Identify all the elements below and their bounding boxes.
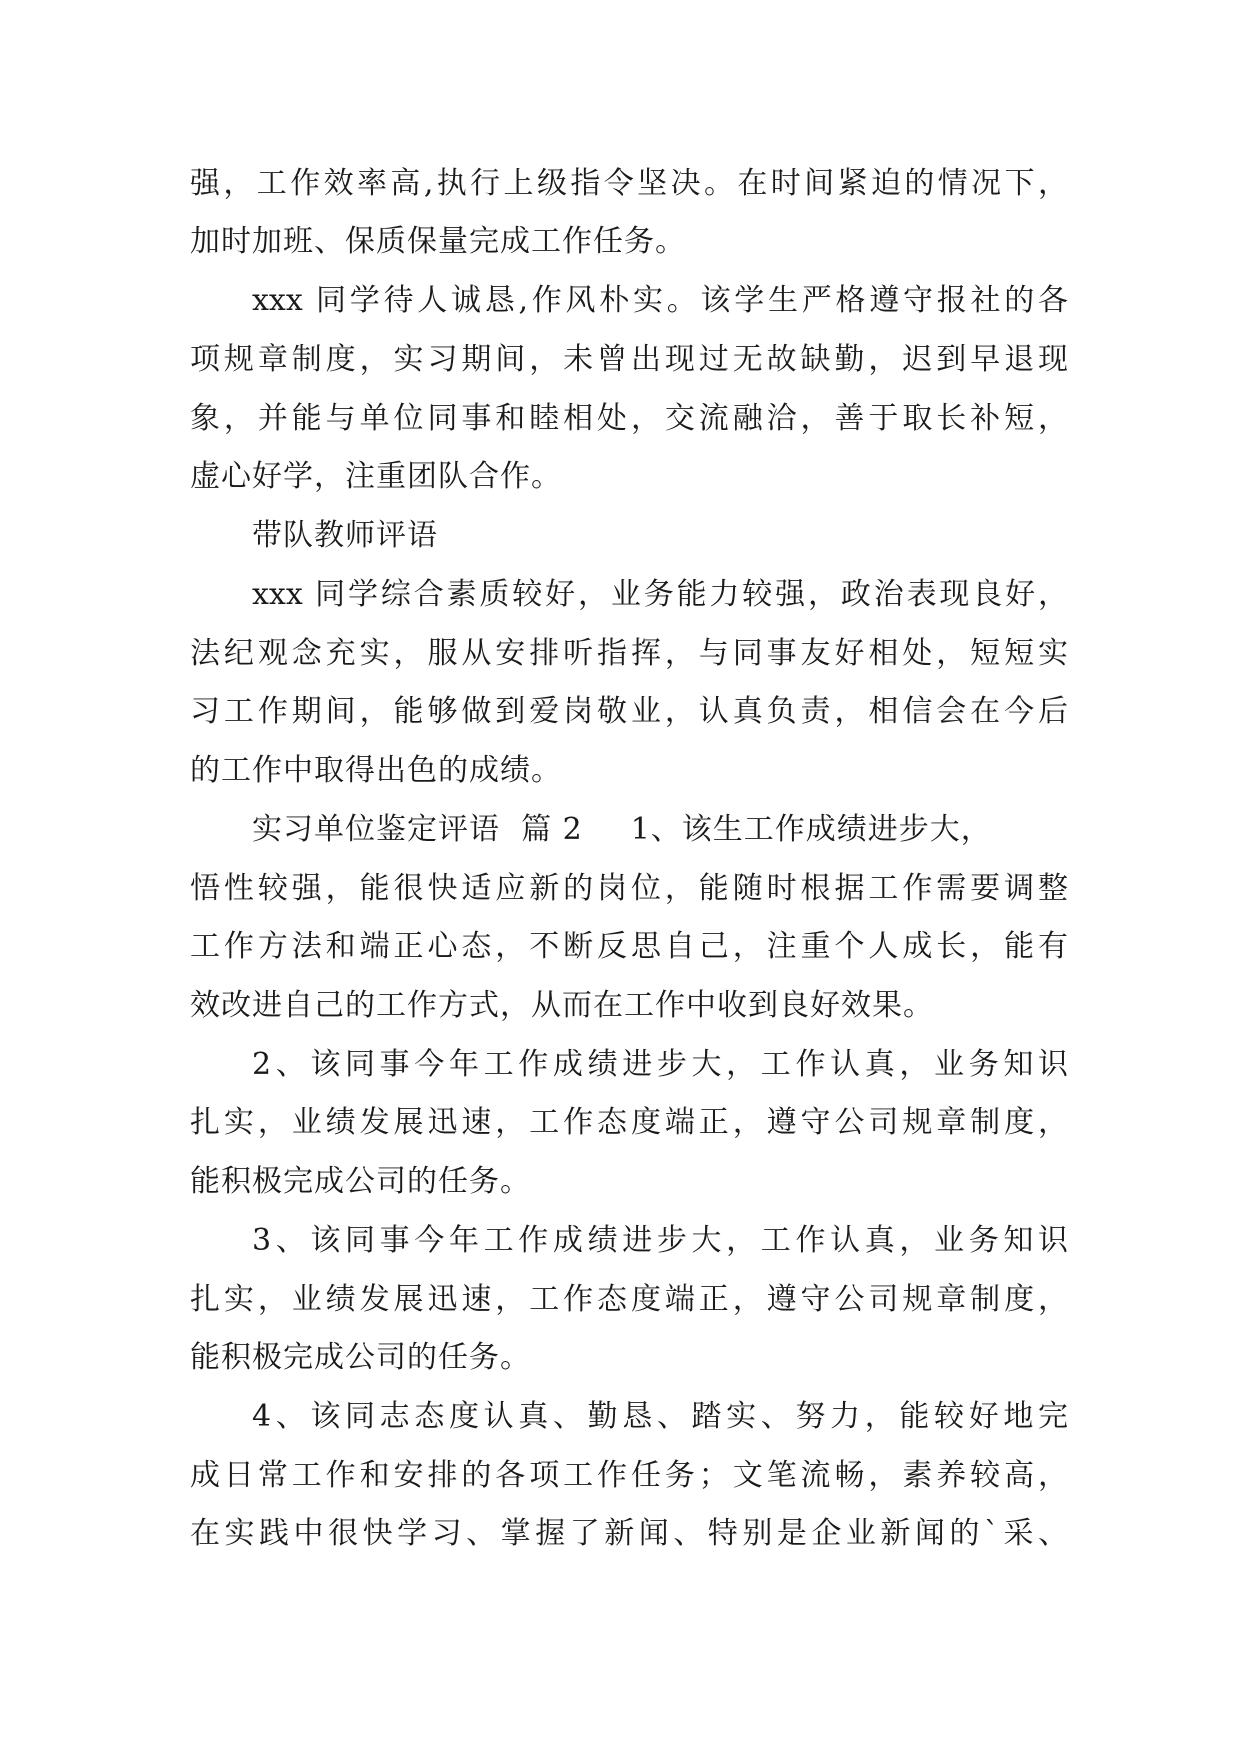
body-text-fragment: 1、该生工作成绩进步大，: [630, 812, 992, 847]
body-text-line: 的工作中取得出色的成绩。: [190, 753, 562, 788]
body-text-line: 象，并能与单位同事和睦相处，交流融洽，善于取长补短，: [190, 401, 1068, 436]
body-text-line: xxx 同学综合素质较好，业务能力较强，政治表现良好，: [252, 577, 1068, 612]
body-text-line: 能积极完成公司的任务。: [190, 1164, 531, 1199]
body-text-line: 扎实，业绩发展迅速，工作态度端正，遵守公司规章制度，: [190, 1105, 1068, 1140]
body-text-line: 强，工作效率高,执行上级指令坚决。在时间紧迫的情况下，: [190, 166, 1068, 201]
section-number: 篇 2: [521, 812, 583, 847]
body-text-line: 扎实，业绩发展迅速，工作态度端正，遵守公司规章制度，: [190, 1282, 1068, 1317]
body-text-line: 项规章制度，实习期间，未曾出现过无故缺勤，迟到早退现: [190, 342, 1068, 377]
section-heading-line: [252, 810, 992, 850]
body-text-line: 习工作期间，能够做到爱岗敬业，认真负责，相信会在今后: [190, 694, 1068, 729]
body-text-line: 在实践中很快学习、掌握了新闻、特别是企业新闻的`采、: [190, 1516, 1068, 1551]
body-text-line: 法纪观念充实，服从安排听指挥，与同事友好相处，短短实: [190, 636, 1068, 671]
section-heading-teacher-comment: 带队教师评语: [252, 518, 438, 553]
body-text-line: 虚心好学，注重团队合作。: [190, 459, 562, 494]
body-text-line: 悟性较强，能很快适应新的岗位，能随时根据工作需要调整: [190, 871, 1068, 906]
body-text-line: 工作方法和端正心态，不断反思自己，注重个人成长，能有: [190, 929, 1068, 964]
body-text-line: 3、该同事今年工作成绩进步大，工作认真，业务知识: [252, 1223, 1068, 1258]
body-text-line: xxx 同学待人诚恳,作风朴实。该学生严格遵守报社的各: [252, 283, 1068, 318]
body-text-line: 能积极完成公司的任务。: [190, 1340, 531, 1375]
body-text-line: 加时加班、保质保量完成工作任务。: [190, 224, 686, 259]
section-heading: 实习单位鉴定评语: [252, 812, 500, 847]
body-text-line: 4、该同志态度认真、勤恳、踏实、努力，能较好地完: [252, 1399, 1068, 1434]
body-text-line: 成日常工作和安排的各项工作任务；文笔流畅，素养较高，: [190, 1458, 1068, 1493]
body-text-line: 效改进自己的工作方式，从而在工作中收到良好效果。: [190, 988, 934, 1023]
body-text-line: 2、该同事今年工作成绩进步大，工作认真，业务知识: [252, 1047, 1068, 1082]
